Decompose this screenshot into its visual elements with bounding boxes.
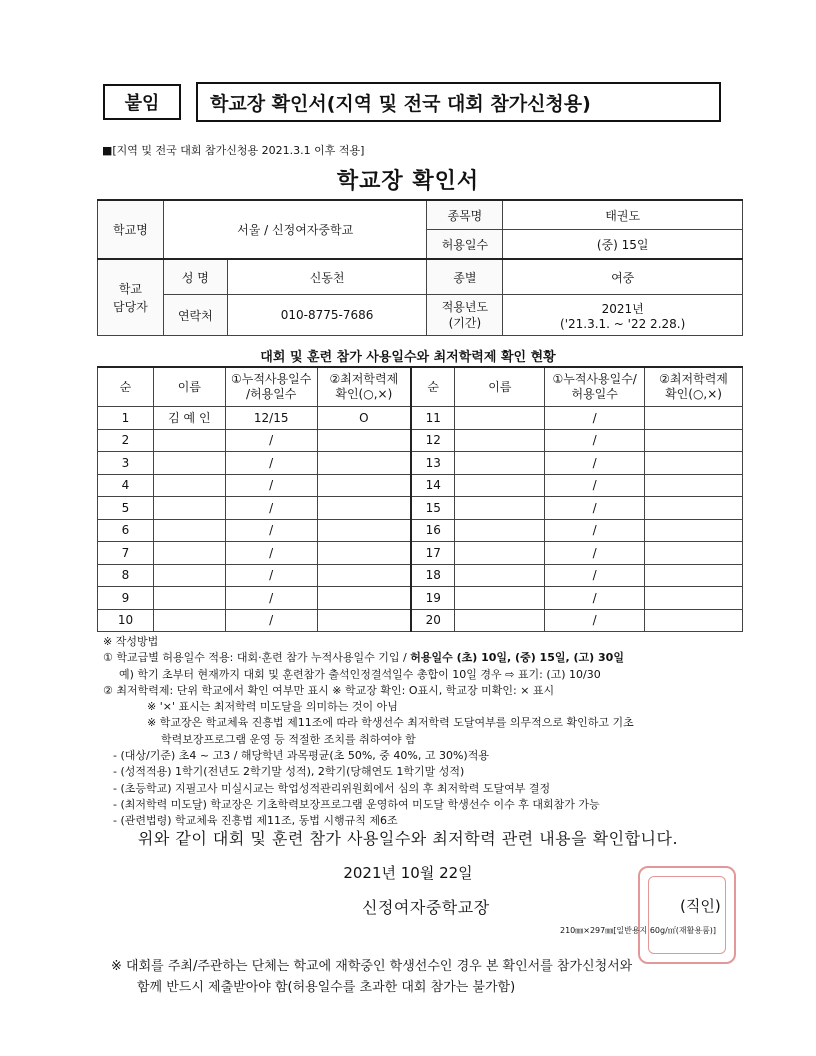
- instruction-1-text: ① 학교급별 허용일수 적용: 대회·훈련 참가 누적사용일수 기입 /: [103, 651, 411, 665]
- table-row: [98, 609, 743, 632]
- category-label: 종별: [427, 259, 503, 295]
- row-name-2: [455, 519, 545, 542]
- application-note: ■[지역 및 전국 대회 참가신청용 2021.3.1 이후 적용]: [102, 144, 365, 157]
- instruction-2: ② 최저학력제: 단위 학교에서 확인 여부만 표시 ※ 학교장 확인: O표시, 학교장 미확인: × 표시: [103, 683, 555, 697]
- instruction-1: [103, 650, 753, 666]
- row-days-2: /: [545, 452, 645, 475]
- footnote: [111, 956, 751, 998]
- row-check-2: [645, 587, 743, 610]
- row-check-2: [645, 542, 743, 565]
- days-label: 허용일수: [427, 230, 503, 260]
- instruction-note-2: ※ 학교장은 학교체육 진흥법 제11조에 따라 학생선수 최저학력 도달여부를 의무적으로 확인하고 기초: [147, 716, 634, 730]
- row-days: /: [225, 564, 317, 587]
- table-row: [98, 587, 743, 610]
- row-check-2: [645, 407, 743, 430]
- header-title: 학교장 확인서(지역 및 전국 대회 참가신청용): [210, 92, 591, 115]
- row-name: [153, 609, 225, 632]
- row-no: 10: [98, 609, 154, 632]
- row-no-2: 11: [411, 407, 455, 430]
- row-days-2: /: [545, 609, 645, 632]
- attachment-tag: [103, 84, 181, 120]
- row-days-2: /: [545, 497, 645, 520]
- table-row: [98, 407, 743, 430]
- col-header-days: ①누적사용일수 /허용일수: [225, 367, 317, 407]
- row-name-2: [455, 407, 545, 430]
- row-name: [153, 497, 225, 520]
- row-name: [153, 519, 225, 542]
- instruction-unmet: - (최저학력 미도달) 학교장은 기초학력보장프로그램 운영하여 미도달 학생선수 이수 후 대회참가 가능: [113, 797, 600, 811]
- row-days-2: /: [545, 564, 645, 587]
- row-check-2: [645, 497, 743, 520]
- row-days-2: /: [545, 407, 645, 430]
- row-name: [153, 564, 225, 587]
- row-name-2: [455, 564, 545, 587]
- school-info-table: [97, 199, 743, 336]
- row-no: 6: [98, 519, 154, 542]
- row-check-2: [645, 609, 743, 632]
- col-header-no: 순: [98, 367, 154, 407]
- row-no: 2: [98, 429, 154, 452]
- row-no: 1: [98, 407, 154, 430]
- row-check-2: [645, 429, 743, 452]
- row-days-2: /: [545, 474, 645, 497]
- row-name: 김 예 인: [153, 407, 225, 430]
- row-no-2: 15: [411, 497, 455, 520]
- instruction-target: - (대상/기준) 초4 ~ 고3 / 해당학년 과목평균(초 50%, 중 40%, 고 30%)적용: [113, 749, 489, 763]
- instruction-law: - (관련법령) 학교체육 진흥법 제11조, 동법 시행규칙 제6조: [113, 814, 398, 828]
- instruction-example: 예) 학기 초부터 현재까지 대회 및 훈련참가 출석인정결석일수 총합이 10일 경우 ⇨ 표기: (고) 10/30: [119, 667, 601, 681]
- row-name: [153, 429, 225, 452]
- row-name-2: [455, 542, 545, 565]
- row-days: /: [225, 542, 317, 565]
- row-check: [317, 429, 411, 452]
- row-name-2: [455, 497, 545, 520]
- table-row: [98, 542, 743, 565]
- row-check: [317, 564, 411, 587]
- sport-label: 종목명: [427, 200, 503, 230]
- name-value: 신동천: [227, 259, 427, 295]
- col-header-no-2: 순: [411, 367, 455, 407]
- row-days: /: [225, 609, 317, 632]
- table-row: [98, 429, 743, 452]
- table-row: [98, 564, 743, 587]
- name-label: 성 명: [163, 259, 227, 295]
- row-no-2: 18: [411, 564, 455, 587]
- school-label: 학교명: [98, 200, 164, 259]
- signature-date: 2021년 10월 22일: [343, 864, 473, 882]
- table-row: [98, 497, 743, 520]
- row-check: [317, 542, 411, 565]
- row-days: /: [225, 474, 317, 497]
- row-name-2: [455, 609, 545, 632]
- status-rows: [98, 407, 743, 632]
- row-name-2: [455, 587, 545, 610]
- row-no: 5: [98, 497, 154, 520]
- header-title-box: [196, 82, 721, 122]
- contact-value: 010-8775-7686: [227, 295, 427, 336]
- col-header-check: ②최저학력제 확인(○,×): [317, 367, 411, 407]
- col-header-days-2: ①누적사용일수/ 허용일수: [545, 367, 645, 407]
- row-check-2: [645, 519, 743, 542]
- row-days-2: /: [545, 587, 645, 610]
- row-days-2: /: [545, 519, 645, 542]
- paper-spec: 210㎜×297㎜[일반용지 60g/㎡(재활용품)]: [560, 926, 717, 935]
- row-days-2: /: [545, 429, 645, 452]
- row-name-2: [455, 474, 545, 497]
- row-days: /: [225, 587, 317, 610]
- row-no: 9: [98, 587, 154, 610]
- row-check: [317, 609, 411, 632]
- manager-label: 학교 담당자: [98, 259, 164, 336]
- year-value: 2021년: [601, 301, 644, 316]
- row-days: /: [225, 497, 317, 520]
- table-row: [98, 452, 743, 475]
- row-name: [153, 474, 225, 497]
- instructions-heading: ※ 작성방법: [103, 635, 159, 648]
- row-no-2: 20: [411, 609, 455, 632]
- confirmation-statement: 위와 같이 대회 및 훈련 참가 사용일수와 최저학력 관련 내용을 확인합니다.: [137, 829, 679, 848]
- row-no-2: 12: [411, 429, 455, 452]
- row-check: [317, 452, 411, 475]
- row-name: [153, 587, 225, 610]
- seal-label: (직인): [680, 897, 721, 915]
- instruction-1-bold: 허용일수 (초) 10일, (중) 15일, (고) 30일: [410, 651, 624, 665]
- row-name-2: [455, 452, 545, 475]
- row-check: [317, 587, 411, 610]
- instruction-note-1: ※ '×' 표시는 최저학력 미도달을 의미하는 것이 아님: [147, 700, 398, 714]
- col-header-check-2: ②최저학력제 확인(○,×): [645, 367, 743, 407]
- row-days: /: [225, 519, 317, 542]
- col-header-name: 이름: [153, 367, 225, 407]
- row-no: 7: [98, 542, 154, 565]
- category-value: 여중: [503, 259, 743, 295]
- row-no-2: 13: [411, 452, 455, 475]
- row-name: [153, 452, 225, 475]
- year-cell: [503, 295, 743, 336]
- row-days-2: /: [545, 542, 645, 565]
- instructions: [103, 634, 753, 830]
- row-no: 3: [98, 452, 154, 475]
- row-check: O: [317, 407, 411, 430]
- year-label: 적용년도 (기간): [427, 295, 503, 336]
- row-check: [317, 497, 411, 520]
- row-no-2: 16: [411, 519, 455, 542]
- row-no-2: 14: [411, 474, 455, 497]
- document-title: 학교장 확인서: [336, 169, 480, 194]
- instruction-grades: - (성적적용) 1학기(전년도 2학기말 성적), 2학기(당해연도 1학기말 성적): [113, 765, 465, 779]
- footnote-line-1: ※ 대회를 주최/주관하는 단체는 학교에 재학중인 학생선수인 경우 본 확인서를 참가신청서와: [111, 959, 633, 974]
- row-no: 4: [98, 474, 154, 497]
- row-name-2: [455, 429, 545, 452]
- row-check: [317, 474, 411, 497]
- year-period: ('21.3.1. ~ '22 2.28.): [560, 316, 686, 331]
- footnote-line-2: 함께 반드시 제출받아야 함(허용일수를 초과한 대회 참가는 불가함): [137, 980, 516, 995]
- table-row: [98, 519, 743, 542]
- row-check-2: [645, 452, 743, 475]
- table-row: [98, 474, 743, 497]
- contact-label: 연락처: [163, 295, 227, 336]
- col-header-name-2: 이름: [455, 367, 545, 407]
- instruction-elementary: - (초등학교) 지필고사 미실시교는 학업성적관리위원회에서 심의 후 최저학력 도달여부 결정: [113, 781, 551, 795]
- principal-name: 신정여자중학교장: [362, 898, 490, 917]
- days-value: (중) 15일: [503, 230, 743, 260]
- row-days: /: [225, 452, 317, 475]
- sport-value: 태권도: [503, 200, 743, 230]
- attachment-tag-label: 붙임: [124, 93, 160, 114]
- status-title: 대회 및 훈련 참가 사용일수와 최저학력제 확인 현황: [260, 350, 556, 365]
- instruction-note-2-cont: 학력보장프로그램 운영 등 적절한 조치를 취하여야 함: [161, 732, 416, 746]
- row-check-2: [645, 564, 743, 587]
- row-no-2: 19: [411, 587, 455, 610]
- status-table: [97, 366, 743, 632]
- row-no: 8: [98, 564, 154, 587]
- row-name: [153, 542, 225, 565]
- row-check: [317, 519, 411, 542]
- row-check-2: [645, 474, 743, 497]
- row-days: 12/15: [225, 407, 317, 430]
- row-no-2: 17: [411, 542, 455, 565]
- row-days: /: [225, 429, 317, 452]
- school-value: 서울 / 신정여자중학교: [163, 200, 427, 259]
